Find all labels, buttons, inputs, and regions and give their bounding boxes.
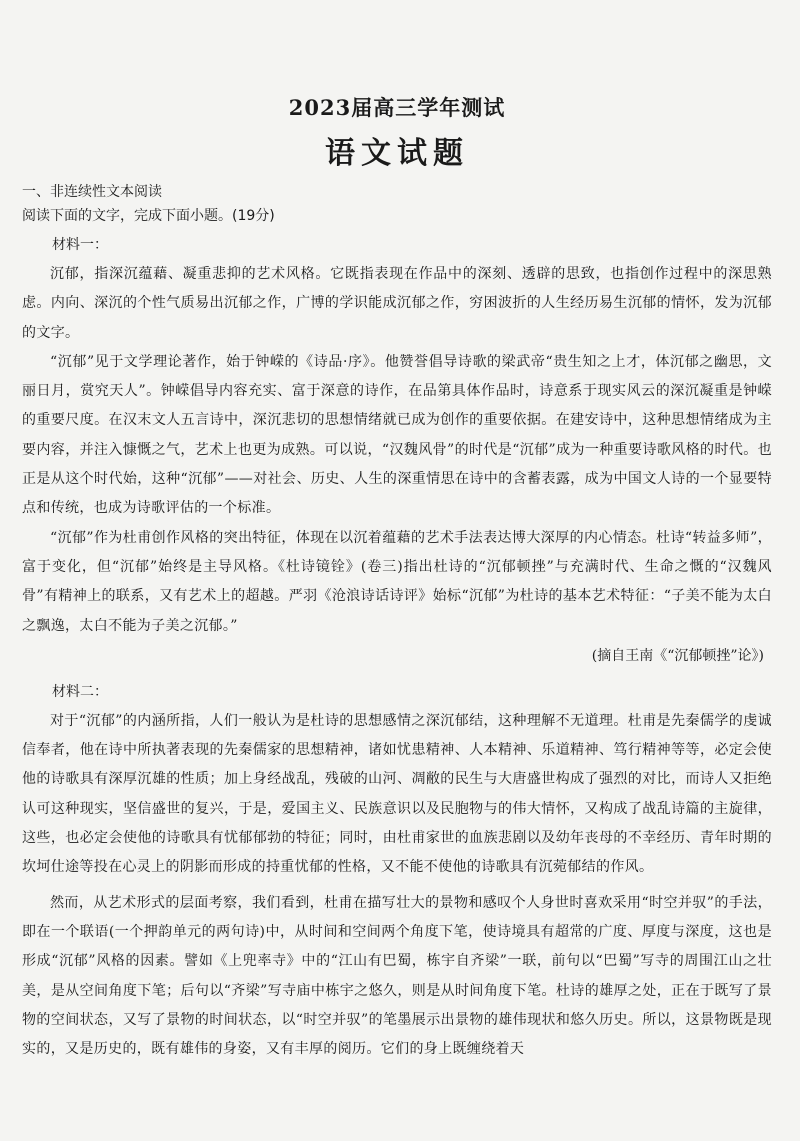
material-one-label: 材料一：	[52, 237, 108, 253]
paragraph: 沉郁，指深沉蕴藉、凝重悲抑的艺术风格。它既指表现在作品中的深刻、透辟的思致，也指创作过程中的深思熟虑。内向、深沉的个性气质易出沉郁之作，广博的学识能成沉郁之作，穷困波折的人生经历易生沉郁的情怀，发为沉郁的文字。	[22, 266, 772, 341]
material-one	[22, 232, 772, 671]
paragraph: “沉郁”见于文学理论著作，始于钟嵘的《诗品·序》。他赞誉倡导诗歌的梁武帝“贵生知之上才，体沉郁之幽思，文丽日月，赏究天人”。钟嵘倡导内容充实、富于深意的诗作，在品第具体作品时，诗意系于现实风云的深沉凝重是钟嵘的重要尺度。在汉末文人五言诗中，深沉悲切的思想情绪就已成为创作的重要依据。在建安诗中，这种思想情绪成为主要内容，并注入慷慨之气，艺术上也更为成熟。可以说，“汉魏风骨”的时代是“沉郁”成为一种重要诗歌风格的时代。也正是从这个时代始，这种“沉郁”——对社会、历史、人生的深重情思在诗中的含蓄表露，成为中国文人诗的一个显要特点和传统，也成为诗歌评估的一个标准。	[22, 353, 772, 517]
subject-title: 语文试题	[325, 136, 469, 171]
paragraph: “沉郁”作为杜甫创作风格的突出特征，体现在以沉着蕴藉的艺术手法表达博大深厚的内心情态。杜诗“转益多师”，富于变化，但“沉郁”始终是主导风格。《杜诗镜铨》(卷三)指出杜诗的“沉郁顿挫”与充满时代、生命之慨的“汉魏风骨”有精神上的联系，又有艺术上的超越。严羽《沧浪诗话诗评》始标“沉郁”为杜诗的基本艺术特征：“子美不能为太白之飘逸，太白不能为子美之沉郁。”	[22, 529, 772, 634]
section-heading: 一、非连续性文本阅读	[22, 184, 162, 200]
paragraph: 对于“沉郁”的内涵所指，人们一般认为是杜诗的思想感情之深沉郁结，这种理解不无道理。杜甫是先秦儒学的虔诚信奉者，他在诗中所执著表现的先秦儒家的思想精神，诸如忧患精神、人本精神、乐道精神、笃行精神等等，必定会使他的诗歌具有深厚沉雄的性质；加上身经战乱，残破的山河、凋敝的民生与大唐盛世构成了强烈的对比，而诗人又拒绝认可这种现实，坚信盛世的复兴，于是，爱国主义、民族意识以及民胞物与的伟大情怀，又构成了战乱诗篇的主旋律，这些，也必定会使他的诗歌具有忧郁郁勃的特征；同时，由杜甫家世的血族悲剧以及幼年丧母的不幸经历、青年时期的坎坷仕途等投在心灵上的阴影而形成的持重忧郁的性格，又不能不使他的诗歌具有沉菀郁结的作风。	[22, 712, 772, 876]
exam-title: 2023届高三学年测试	[288, 95, 506, 120]
material-two	[22, 679, 772, 1065]
material-two-label: 材料二：	[52, 683, 108, 700]
reading-instruction: 阅读下面的文字，完成下面小题。(19分)	[22, 208, 275, 224]
source-citation: (摘自王南《“沉郁顿挫”论》)	[591, 647, 764, 664]
paragraph: 然而，从艺术形式的层面考察，我们看到，杜甫在描写壮大的景物和感叹个人身世时喜欢采用“时空并驭”的手法，即在一个联语(一个押韵单元的两句诗)中，从时间和空间两个角度下笔，使诗境具有超常的广度、厚度与深度，这也是形成“沉郁”风格的因素。譬如《上兜率寺》中的“江山有巴蜀，栋宇自齐梁”一联，前句以“巴蜀”写寺的周围江山之壮美，是从空间角度下笔；后句以“齐梁”写寺庙中栋宇之悠久，则是从时间角度下笔。杜诗的雄厚之处，正在于既写了景物的空间状态，又写了景物的时间状态，以“时空并驭”的笔墨展示出景物的雄伟现状和悠久历史。所以，这景物既是现实的，又是历史的，既有雄伟的身姿，又有丰厚的阅历。它们的身上既缠绕着天	[22, 894, 772, 1058]
